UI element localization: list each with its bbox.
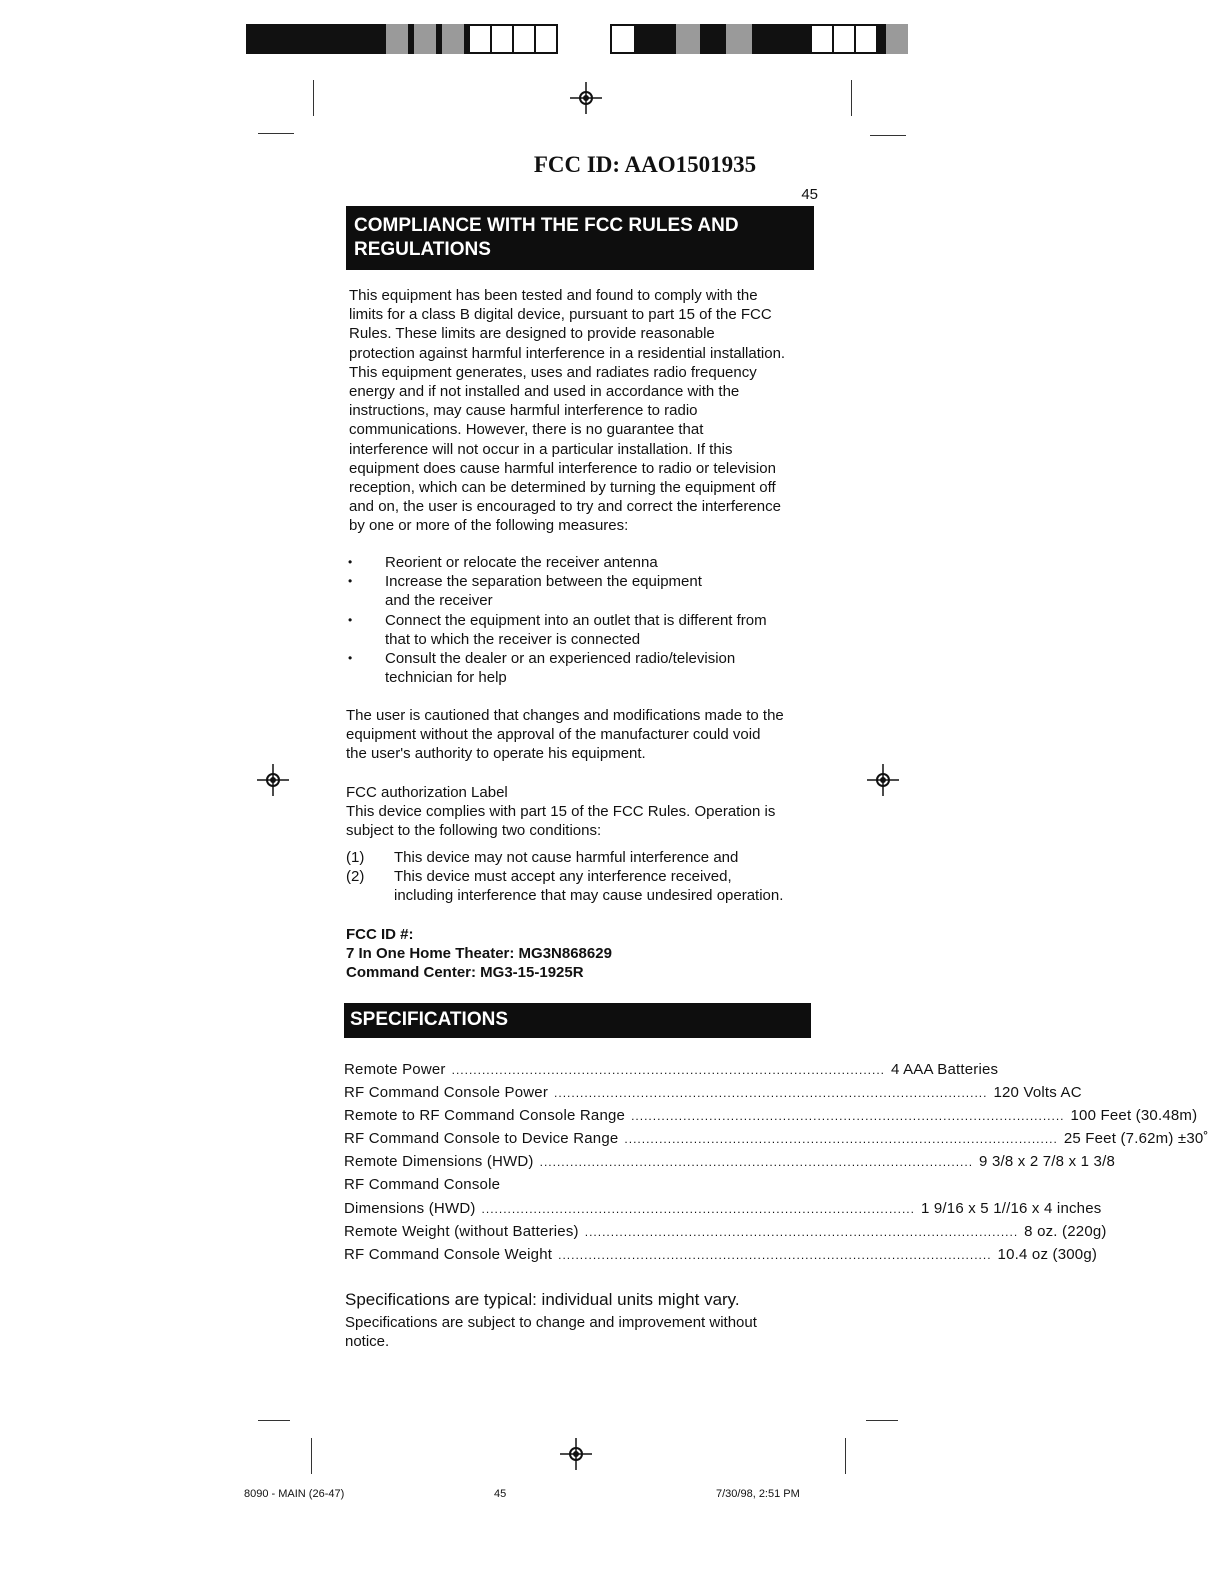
text-line: communications. However, there is no guarantee that bbox=[349, 421, 704, 439]
table-row bbox=[344, 1153, 1116, 1176]
list-item bbox=[346, 649, 816, 687]
registration-crosshair-icon bbox=[865, 762, 901, 798]
compliance-intro bbox=[349, 286, 819, 536]
spec-label: RF Command Console Power bbox=[344, 1084, 549, 1102]
spec-label: RF Command Console Weight bbox=[344, 1245, 553, 1263]
leader-dots: .................................................................................................... bbox=[558, 1247, 992, 1262]
list-item-text: Consult the dealer or an experienced radio/television bbox=[385, 650, 736, 668]
leader-dots: .................................................................................................... bbox=[584, 1224, 1019, 1239]
spec-label: RF Command Console to Device Range bbox=[344, 1130, 619, 1148]
fcc-id-title: FCC ID: AAO1501935 bbox=[533, 152, 757, 177]
text-line: and on, the user is encouraged to try and correct the interference bbox=[349, 498, 781, 516]
spec-label: RF Command Console bbox=[344, 1176, 501, 1194]
text-line: subject to the following two conditions: bbox=[346, 822, 602, 840]
table-row bbox=[344, 1176, 810, 1199]
crop-mark bbox=[258, 1420, 290, 1421]
spec-label: Remote Power bbox=[344, 1061, 446, 1078]
list-item bbox=[346, 867, 816, 905]
spec-value: 10.4 oz (300g) bbox=[997, 1245, 1098, 1263]
text-line: instructions, may cause harmful interference to radio bbox=[349, 402, 698, 420]
list-item bbox=[346, 572, 816, 610]
bullet-icon: • bbox=[348, 651, 353, 666]
footer-page: 45 bbox=[494, 1488, 507, 1500]
spec-note-change bbox=[345, 1313, 815, 1351]
leader-dots: .................................................................................................... bbox=[624, 1132, 1058, 1147]
compliance-heading-line: REGULATIONS bbox=[354, 239, 491, 260]
crop-mark bbox=[866, 1420, 898, 1421]
authorization-label bbox=[346, 783, 818, 841]
list-item-text: Reorient or relocate the receiver antenna bbox=[385, 554, 658, 571]
table-row bbox=[344, 1245, 1098, 1269]
condition-number: (2) bbox=[346, 868, 365, 886]
fcc-id-entry: Command Center: MG3-15-1925R bbox=[346, 964, 584, 981]
table-row bbox=[344, 1130, 1209, 1153]
caution-paragraph bbox=[346, 706, 818, 764]
list-item-text: and the receiver bbox=[385, 592, 493, 610]
registration-bar-right bbox=[610, 24, 908, 54]
text-line: This equipment generates, uses and radiates radio frequency bbox=[349, 363, 757, 381]
list-item bbox=[346, 553, 816, 572]
compliance-heading-line: COMPLIANCE WITH THE FCC RULES AND bbox=[354, 215, 739, 236]
crop-mark bbox=[845, 1438, 846, 1474]
text-line: Rules. These limits are designed to provide reasonable bbox=[349, 325, 715, 343]
page-number: 45 bbox=[801, 186, 818, 203]
text-line: equipment without the approval of the manufacturer could void bbox=[346, 726, 761, 744]
list-item-text: This device must accept any interference received, bbox=[394, 868, 732, 886]
list-item-text: Connect the equipment into an outlet that is different from bbox=[385, 611, 767, 629]
leader-dots: .................................................................................................... bbox=[539, 1155, 974, 1170]
bullet-icon: • bbox=[348, 612, 353, 627]
spec-value: 25 Feet (7.62m) ±30˚ bbox=[1063, 1130, 1209, 1148]
crop-mark bbox=[313, 80, 314, 116]
condition-number: (1) bbox=[346, 849, 365, 866]
text-line: This equipment has been tested and found to comply with the bbox=[349, 287, 758, 304]
footer-timestamp: 7/30/98, 2:51 PM bbox=[716, 1488, 800, 1500]
registration-crosshair-icon bbox=[255, 762, 291, 798]
leader-dots: .................................................................................................... bbox=[451, 1063, 886, 1077]
registration-bar-left bbox=[246, 24, 558, 54]
crop-mark bbox=[258, 133, 294, 134]
text-line: limits for a class B digital device, pursuant to part 15 of the FCC bbox=[349, 306, 772, 324]
text-line: This device complies with part 15 of the FCC Rules. Operation is bbox=[346, 803, 776, 821]
specifications-heading-text: SPECIFICATIONS bbox=[350, 1009, 508, 1030]
specifications-heading bbox=[344, 1003, 811, 1038]
list-item bbox=[346, 848, 816, 867]
text-line: reception, which can be determined by turning the equipment off bbox=[349, 479, 776, 497]
label-title: FCC authorization Label bbox=[346, 784, 508, 801]
table-row bbox=[344, 1061, 999, 1084]
list-item-text: Increase the separation between the equipment bbox=[385, 573, 702, 591]
list-item-text: technician for help bbox=[385, 669, 507, 687]
fcc-id-heading: FCC ID #: bbox=[346, 926, 414, 943]
text-line: by one or more of the following measures: bbox=[349, 517, 629, 535]
table-row bbox=[344, 1199, 1102, 1223]
leader-dots: .................................................................................................... bbox=[554, 1086, 988, 1101]
bullet-icon: • bbox=[348, 555, 353, 569]
registration-crosshair-icon bbox=[558, 1436, 594, 1472]
list-item bbox=[346, 611, 816, 649]
specifications-table bbox=[344, 1061, 1209, 1269]
bullet-icon: • bbox=[348, 574, 353, 589]
list-item-text: This device may not cause harmful interference and bbox=[394, 849, 739, 866]
table-row bbox=[344, 1107, 1198, 1130]
text-line: The user is cautioned that changes and modifications made to the bbox=[346, 707, 784, 724]
compliance-heading bbox=[346, 206, 814, 270]
crop-mark bbox=[870, 135, 906, 136]
fcc-id-list bbox=[346, 925, 612, 982]
text-line: interference will not occur in a particular installation. If this bbox=[349, 440, 733, 458]
spec-value: 9 3/8 x 2 7/8 x 1 3/8 bbox=[979, 1153, 1116, 1171]
measures-list bbox=[346, 553, 816, 687]
spec-value: 1 9/16 x 5 1//16 x 4 inches bbox=[920, 1199, 1102, 1217]
spec-note-typical: Specifications are typical: individual units might vary. bbox=[345, 1290, 740, 1309]
spec-value: 8 oz. (220g) bbox=[1024, 1222, 1107, 1240]
leader-dots: .................................................................................................... bbox=[631, 1109, 1065, 1124]
registration-crosshair-icon bbox=[568, 80, 604, 116]
spec-label: Remote to RF Command Console Range bbox=[344, 1107, 626, 1125]
table-row bbox=[344, 1084, 1082, 1107]
text-line: energy and if not installed and used in accordance with the bbox=[349, 383, 740, 401]
crop-mark bbox=[851, 80, 852, 116]
spec-value: 120 Volts AC bbox=[993, 1084, 1082, 1102]
text-line: equipment does cause harmful interference to radio or television bbox=[349, 459, 776, 477]
text-line: notice. bbox=[345, 1333, 390, 1351]
spec-value: 100 Feet (30.48m) bbox=[1070, 1107, 1198, 1125]
list-item-text: including interference that may cause undesired operation. bbox=[394, 887, 784, 905]
spec-label: Dimensions (HWD) bbox=[344, 1199, 476, 1217]
spec-value: 4 AAA Batteries bbox=[891, 1061, 999, 1078]
crop-mark bbox=[311, 1438, 312, 1474]
text-line: Specifications are subject to change and improvement without bbox=[345, 1314, 757, 1331]
spec-label: Remote Weight (without Batteries) bbox=[344, 1222, 579, 1240]
text-line: the user's authority to operate his equipment. bbox=[346, 745, 646, 763]
fcc-id-entry: 7 In One Home Theater: MG3N868629 bbox=[346, 945, 612, 962]
list-item-text: that to which the receiver is connected bbox=[385, 630, 641, 648]
footer-job: 8090 - MAIN (26-47) bbox=[244, 1488, 345, 1500]
text-line: protection against harmful interference in a residential installation. bbox=[349, 344, 786, 362]
conditions-list bbox=[346, 848, 816, 906]
leader-dots: .................................................................................................... bbox=[481, 1201, 915, 1216]
table-row bbox=[344, 1222, 1107, 1246]
spec-label: Remote Dimensions (HWD) bbox=[344, 1153, 534, 1171]
